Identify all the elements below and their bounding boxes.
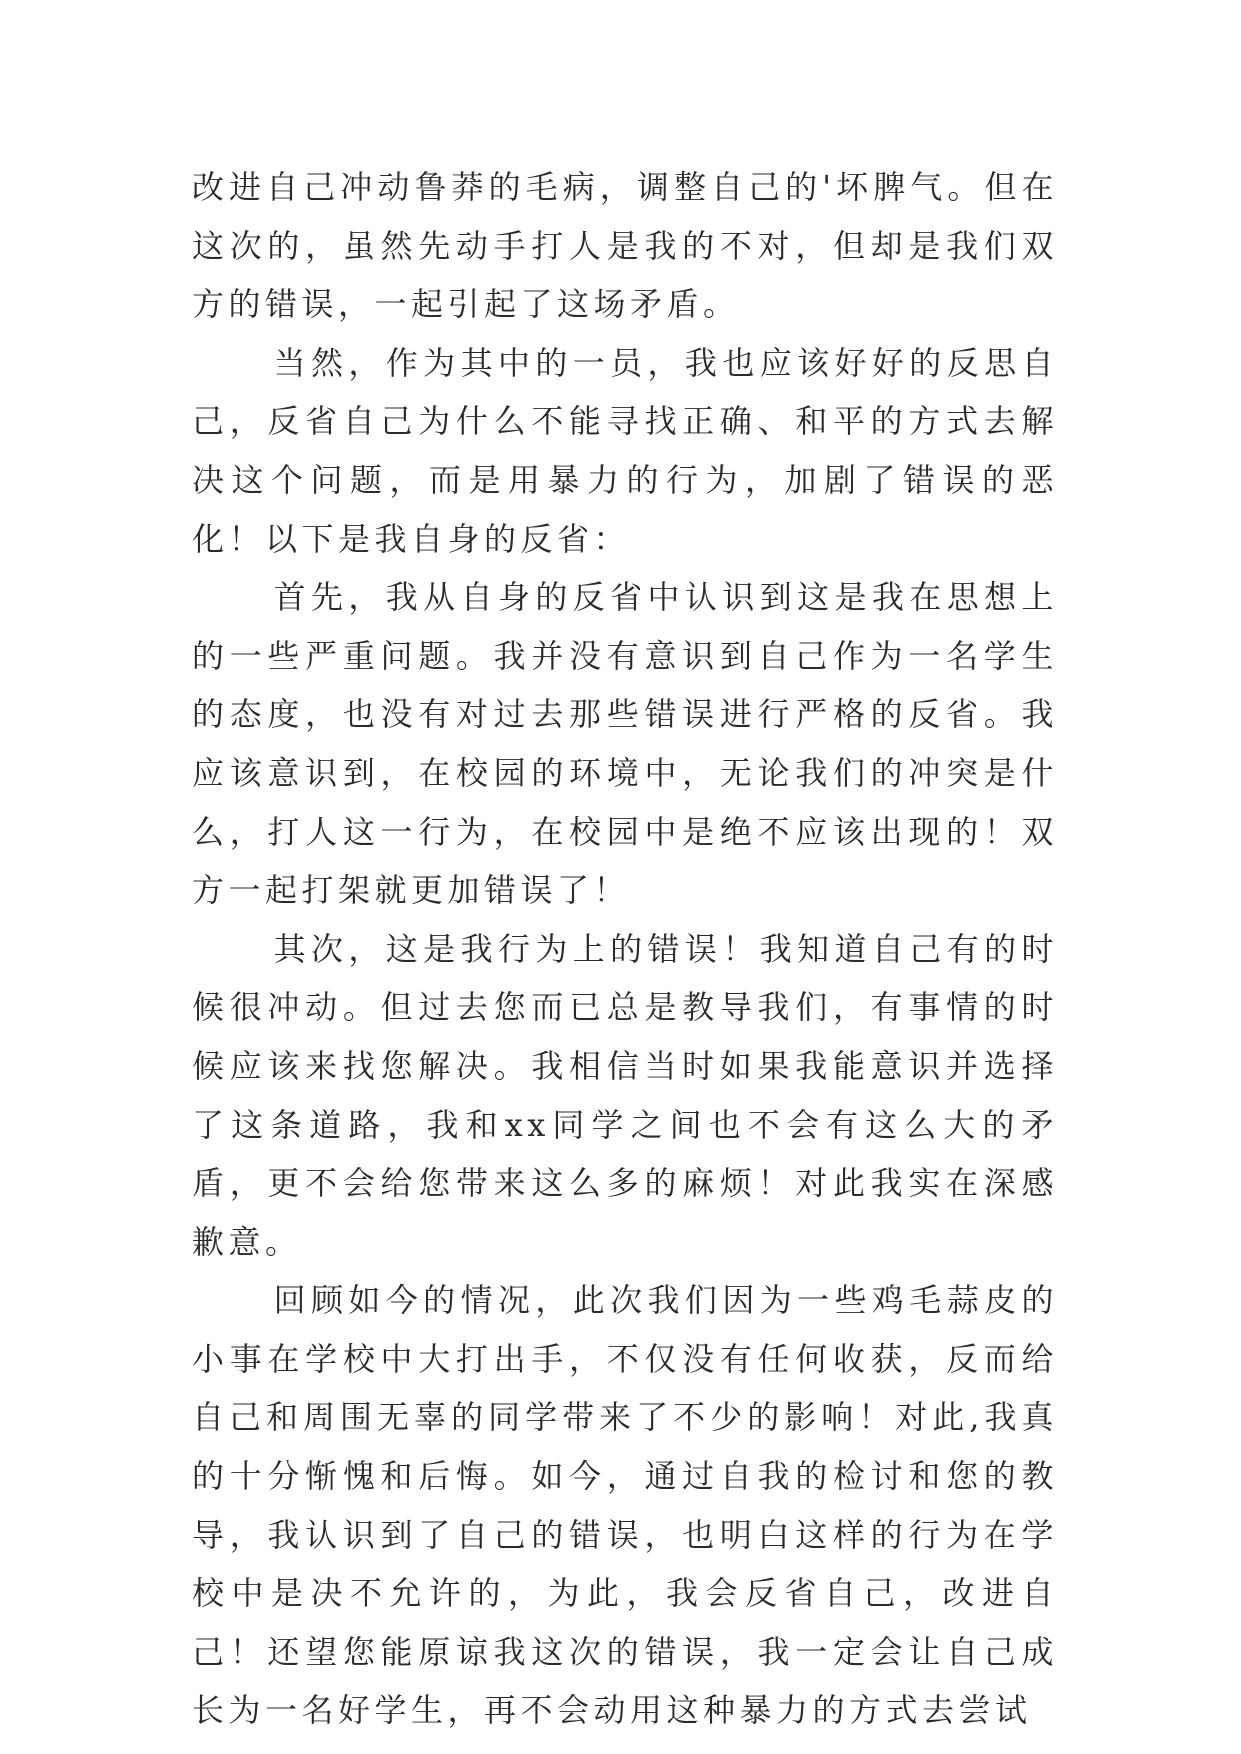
- body-text: [192, 158, 1058, 1740]
- paragraph-1: 改进自己冲动鲁莽的毛病，调整自己的'坏脾气。但在这次的，虽然先动手打人是我的不对，但却是我们双方的错误，一起引起了这场矛盾。: [192, 168, 1058, 324]
- paragraph-4: 其次，这是我行为上的错误！我知道自己有的时候很冲动。但过去您而已总是教导我们，有事情的时候应该来找您解决。我相信当时如果我能意识并选择了这条道路，我和xx同学之间也不会有这么大的矛盾，更不会给您带来这么多的麻烦！对此我实在深感歉意。: [192, 929, 1058, 1261]
- paragraph-5: 回顾如今的情况，此次我们因为一些鸡毛蒜皮的小事在学校中大打出手，不仅没有任何收获，反而给自己和周围无辜的同学带来了不少的影响！对此,我真的十分惭愧和后悔。如今，通过自我的检讨和您的教导，我认识到了自己的错误，也明白这样的行为在学校中是决不允许的，为此，我会反省自己，改进自己！还望您能原谅我这次的错误，我一定会让自己成长为一名好学生，再不会动用这种暴力的方式去尝试: [192, 1281, 1058, 1730]
- paragraph-2: 当然，作为其中的一员，我也应该好好的反思自己，反省自己为什么不能寻找正确、和平的方式去解决这个问题，而是用暴力的行为，加剧了错误的恶化！以下是我自身的反省：: [192, 343, 1058, 558]
- paragraph-3: 首先，我从自身的反省中认识到这是我在思想上的一些严重问题。我并没有意识到自己作为一名学生的态度，也没有对过去那些错误进行严格的反省。我应该意识到，在校园的环境中，无论我们的冲突是什么，打人这一行为，在校园中是绝不应该出现的！双方一起打架就更加错误了！: [192, 578, 1058, 910]
